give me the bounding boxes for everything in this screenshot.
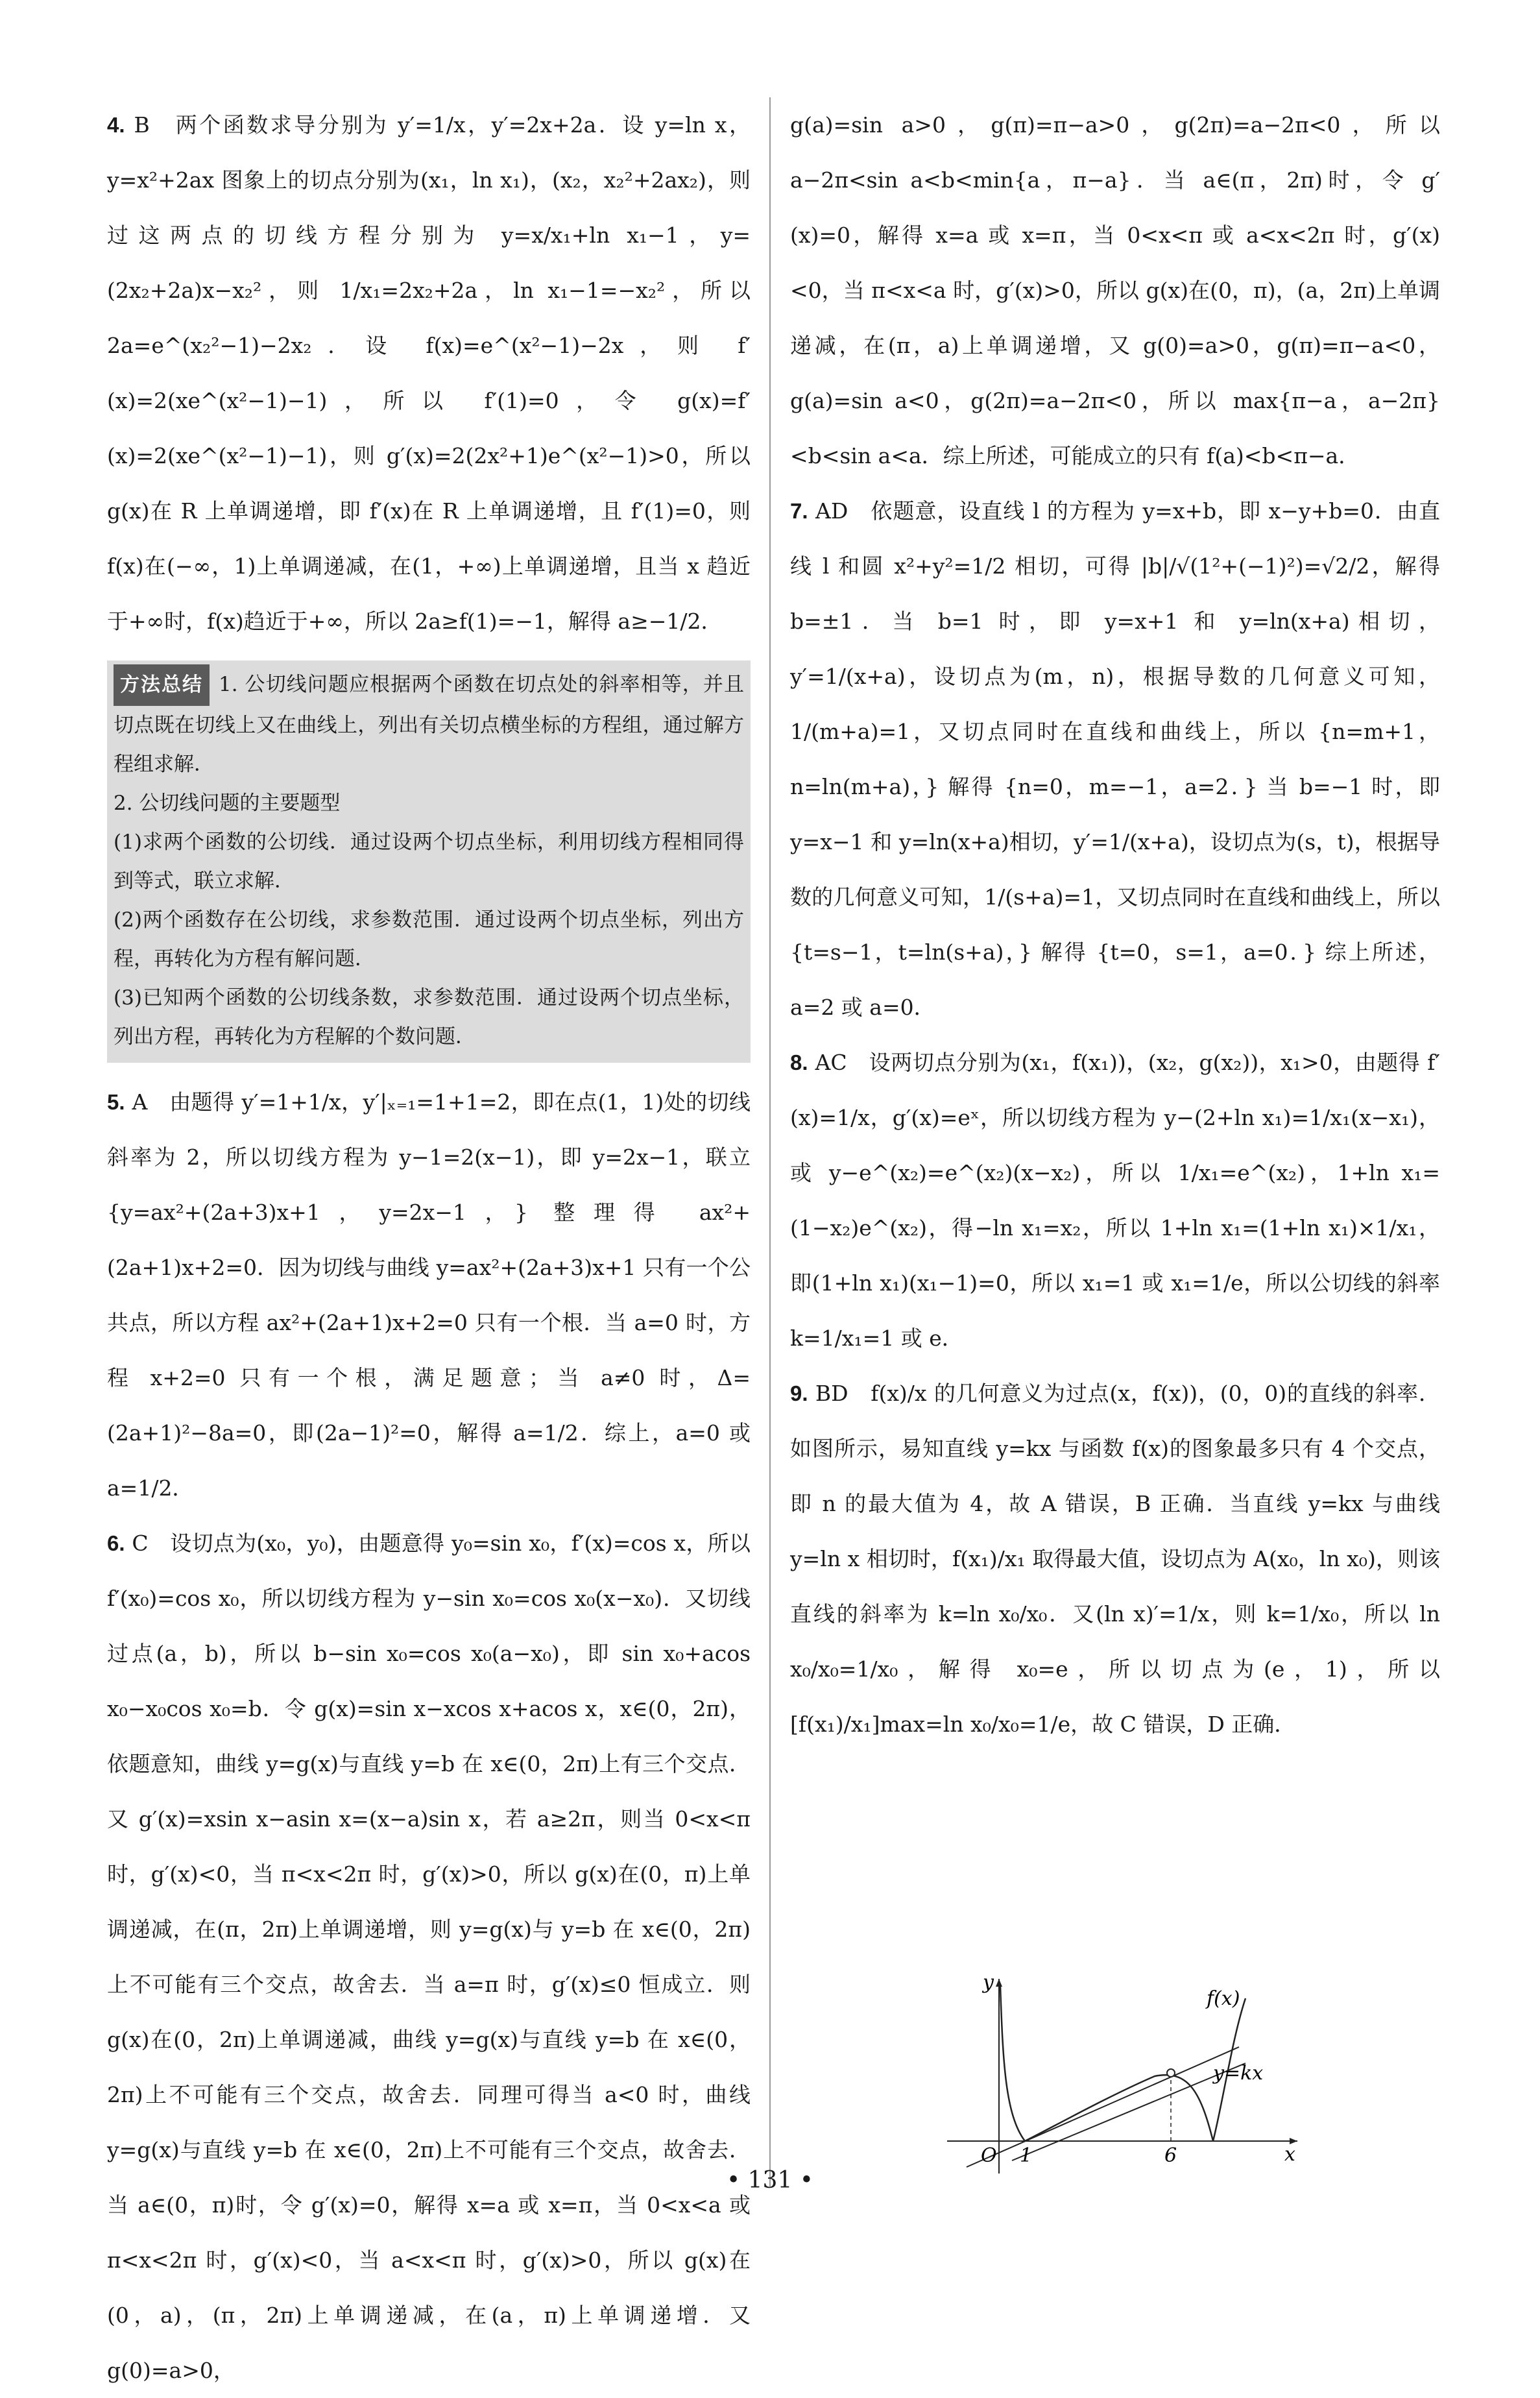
answer-text: g(a)=sin a>0，g(π)=π−a>0，g(2π)=a−2π<0，所以 a−2π<sin a<b<min{a，π−a}．当 a∈(π，2π)时，令 g′(x)=0，解得 x=a 或 x=π，当 0<x<π 或 a<x<2π 时，g′(x)<0，当 π<x<a 时，g′(x)>0，所以 g(x)在(0，π)，(a，2π)上单调递减，在(π，a)上单调递增，又 g(0)=a>0，g(π)=π−a<0，g(a)=sin a<0，g(2π)=a−2π<0，所以 max{π−a，a−2π}<b<sin a<a．综上所述，可能成立的只有 f(a)<b<π−a． bbox=[790, 112, 1447, 468]
answer-text: B 两个函数求导分别为 y′=1/x，y′=2x+2a．设 y=ln x，y=x²+2ax 图象上的切点分别为(x₁，ln x₁)，(x₂，x₂²+2ax₂)，则过这两点的切线方程分别为 y=x/x₁+ln x₁−1，y=(2x₂+2a)x−x₂²，则 1/x₁=2x₂+2a，ln x₁−1=−x₂²，所以 2a=e^(x₂²−1)−2x₂．设 f(x)=e^(x²−1)−2x，则 f′(x)=2(xe^(x²−1)−1)，所以 f′(1)=0，令 g(x)=f′(x)=2(xe^(x²−1)−1)，则 g′(x)=2(2x²+1)e^(x²−1)>0，所以 g(x)在 R 上单调递增，即 f′(x)在 R 上单调递增，且 f′(1)=0，则 f(x)在(−∞，1)上单调递减，在(1，+∞)上单调递增，且当 x 趋近于+∞时，f(x)趋近于+∞，所以 2a≥f(1)=−1，解得 a≥−1/2． bbox=[107, 112, 758, 634]
answer-number: 6. bbox=[107, 1531, 125, 1555]
page-number: • 131 • bbox=[726, 2167, 814, 2194]
line-label: y=kx bbox=[1213, 2062, 1264, 2085]
summary-line: 2. 公切线问题的主要题型 bbox=[114, 792, 341, 815]
line-y-kx bbox=[1012, 2063, 1245, 2161]
summary-line: (2)两个函数存在公切线，求参数范围．通过设两个切点坐标，列出方程，再转化为方程有解问题． bbox=[114, 908, 744, 971]
y-axis-label: y bbox=[983, 1972, 994, 1994]
answer-text: AC 设两切点分别为(x₁，f(x₁))，(x₂，g(x₂))，x₁>0，由题得 f′(x)=1/x，g′(x)=eˣ，所以切线方程为 y−(2+ln x₁)=1/x₁(x−x₁)，或 y−e^(x₂)=e^(x₂)(x−x₂)，所以 1/x₁=e^(x₂)，1+ln x₁=(1−x₂)e^(x₂)，得−ln x₁=x₂，所以 1+ln x₁=(1+ln x₁)×1/x₁，即(1+ln x₁)(x₁−1)=0，所以 x₁=1 或 x₁=1/e，所以公切线的斜率 k=1/x₁=1 或 e． bbox=[790, 1050, 1447, 1351]
answer-9 bbox=[790, 1366, 1447, 1752]
summary-tag: 方法总结 bbox=[114, 664, 210, 706]
tick-label-1: 1 bbox=[1020, 2144, 1033, 2167]
method-summary-box bbox=[107, 660, 751, 1063]
tangent-line bbox=[967, 2047, 1239, 2167]
answer-number: 5. bbox=[107, 1090, 125, 1114]
answer-number: 9. bbox=[790, 1381, 808, 1405]
answer-4 bbox=[107, 97, 758, 649]
answer-text: BD f(x)/x 的几何意义为过点(x，f(x))，(0，0)的直线的斜率．如图所示，易知直线 y=kx 与函数 f(x)的图象最多只有 4 个交点，即 n 的最大值为 4，故 A 错误，B 正确．当直线 y=kx 与曲线 y=ln x 相切时，f(x₁)/x₁ 取得最大值，设切点为 A(x₀，ln x₀)，则该直线的斜率为 k=ln x₀/x₀．又(ln x)′=1/x，则 k=1/x₀，所以 ln x₀/x₀=1/x₀，解得 x₀=e，所以切点为(e，1)，所以 [f(x₁)/x₁]max=ln x₀/x₀=1/e，故 C 错误，D 正确． bbox=[790, 1381, 1447, 1737]
right-column bbox=[790, 97, 1447, 1752]
answer-7 bbox=[790, 483, 1447, 1035]
column-divider bbox=[769, 97, 771, 2186]
intersection-point bbox=[1167, 2069, 1175, 2077]
y-axis-arrow bbox=[996, 1979, 1002, 1987]
answer-number: 7. bbox=[790, 499, 808, 523]
summary-text: 1. 公切线问题应根据两个函数在切点处的斜率相等，并且切点既在切线上又在曲线上，列出有关切点横坐标的方程组，通过解方程组求解． bbox=[114, 673, 744, 776]
summary-line: (1)求两个函数的公切线．通过设两个切点坐标，利用切线方程相同得到等式，联立求解． bbox=[114, 830, 744, 893]
x-axis-label: x bbox=[1284, 2143, 1295, 2166]
answer-number: 4. bbox=[107, 113, 125, 137]
answer-6 bbox=[107, 1516, 758, 2398]
function-graph bbox=[941, 1972, 1304, 2180]
answer-number: 8. bbox=[790, 1050, 808, 1074]
left-column bbox=[107, 97, 758, 2398]
answer-text: A 由题得 y′=1+1/x，y′|ₓ₌₁=1+1=2，即在点(1，1)处的切线斜率为 2，所以切线方程为 y−1=2(x−1)，即 y=2x−1，联立 {y=ax²+(2a+3)x+1，y=2x−1，} 整理得 ax²+(2a+1)x+2=0．因为切线与曲线 y=ax²+(2a+3)x+1 只有一个公共点，所以方程 ax²+(2a+1)x+2=0 只有一个根．当 a=0 时，方程 x+2=0 只有一个根，满足题意；当 a≠0 时，Δ=(2a+1)²−8a=0，即(2a−1)²=0，解得 a=1/2．综上，a=0 或 a=1/2． bbox=[107, 1089, 758, 1501]
origin-label: O bbox=[981, 2144, 997, 2167]
tick-label-6: 6 bbox=[1164, 2144, 1177, 2167]
answer-5 bbox=[107, 1074, 758, 1516]
answer-text: C 设切点为(x₀，y₀)，由题意得 y₀=sin x₀，f′(x)=cos x，所以 f′(x₀)=cos x₀，所以切线方程为 y−sin x₀=cos x₀(x−x₀)．又切线过点(a，b)，所以 b−sin x₀=cos x₀(a−x₀)，即 sin x₀+acos x₀−x₀cos x₀=b．令 g(x)=sin x−xcos x+acos x，x∈(0，2π)，依题意知，曲线 y=g(x)与直线 y=b 在 x∈(0，2π)上有三个交点．又 g′(x)=xsin x−asin x=(x−a)sin x，若 a≥2π，则当 0<x<π 时，g′(x)<0，当 π<x<2π 时，g′(x)>0，所以 g(x)在(0，π)上单调递减，在(π，2π)上单调递增，则 y=g(x)与 y=b 在 x∈(0，2π)上不可能有三个交点，故舍去．当 a=π 时，g′(x)≤0 恒成立．则 g(x)在(0，2π)上单调递减，曲线 y=g(x)与直线 y=b 在 x∈(0，2π)上不可能有三个交点，故舍去．同理可得当 a<0 时，曲线 y=g(x)与直线 y=b 在 x∈(0，2π)上不可能有三个交点，故舍去．当 a∈(0，π)时，令 g′(x)=0，解得 x=a 或 x=π，当 0<x<a 或 π<x<2π 时，g′(x)<0，当 a<x<π 时，g′(x)>0，所以 g(x)在(0，a)，(π，2π)上单调递减，在(a，π)上单调递增．又 g(0)=a>0， bbox=[107, 1531, 758, 2383]
curve-label: f(x) bbox=[1207, 1987, 1240, 2010]
answer-6-continued bbox=[790, 97, 1447, 483]
answer-8 bbox=[790, 1035, 1447, 1366]
summary-line bbox=[114, 664, 744, 784]
summary-line: (3)已知两个函数的公切线条数，求参数范围．通过设两个切点坐标，列出方程，再转化为方程解的个数问题． bbox=[114, 986, 744, 1048]
answer-text: AD 依题意，设直线 l 的方程为 y=x+b，即 x−y+b=0．由直线 l 和圆 x²+y²=1/2 相切，可得 |b|/√(1²+(−1)²)=√2/2，解得 b=±1．当 b=1 时，即 y=x+1 和 y=ln(x+a)相切，y′=1/(x+a)，设切点为(m，n)，根据导数的几何意义可知，1/(m+a)=1，又切点同时在直线和曲线上，所以 {n=m+1，n=ln(m+a)，} 解得 {n=0，m=−1，a=2．} 当 b=−1 时，即 y=x−1 和 y=ln(x+a)相切，y′=1/(x+a)，设切点为(s，t)，根据导数的几何意义可知，1/(s+a)=1，又切点同时在直线和曲线上，所以 {t=s−1，t=ln(s+a)，} 解得 {t=0，s=1，a=0．} 综上所述，a=2 或 a=0． bbox=[790, 498, 1447, 1020]
